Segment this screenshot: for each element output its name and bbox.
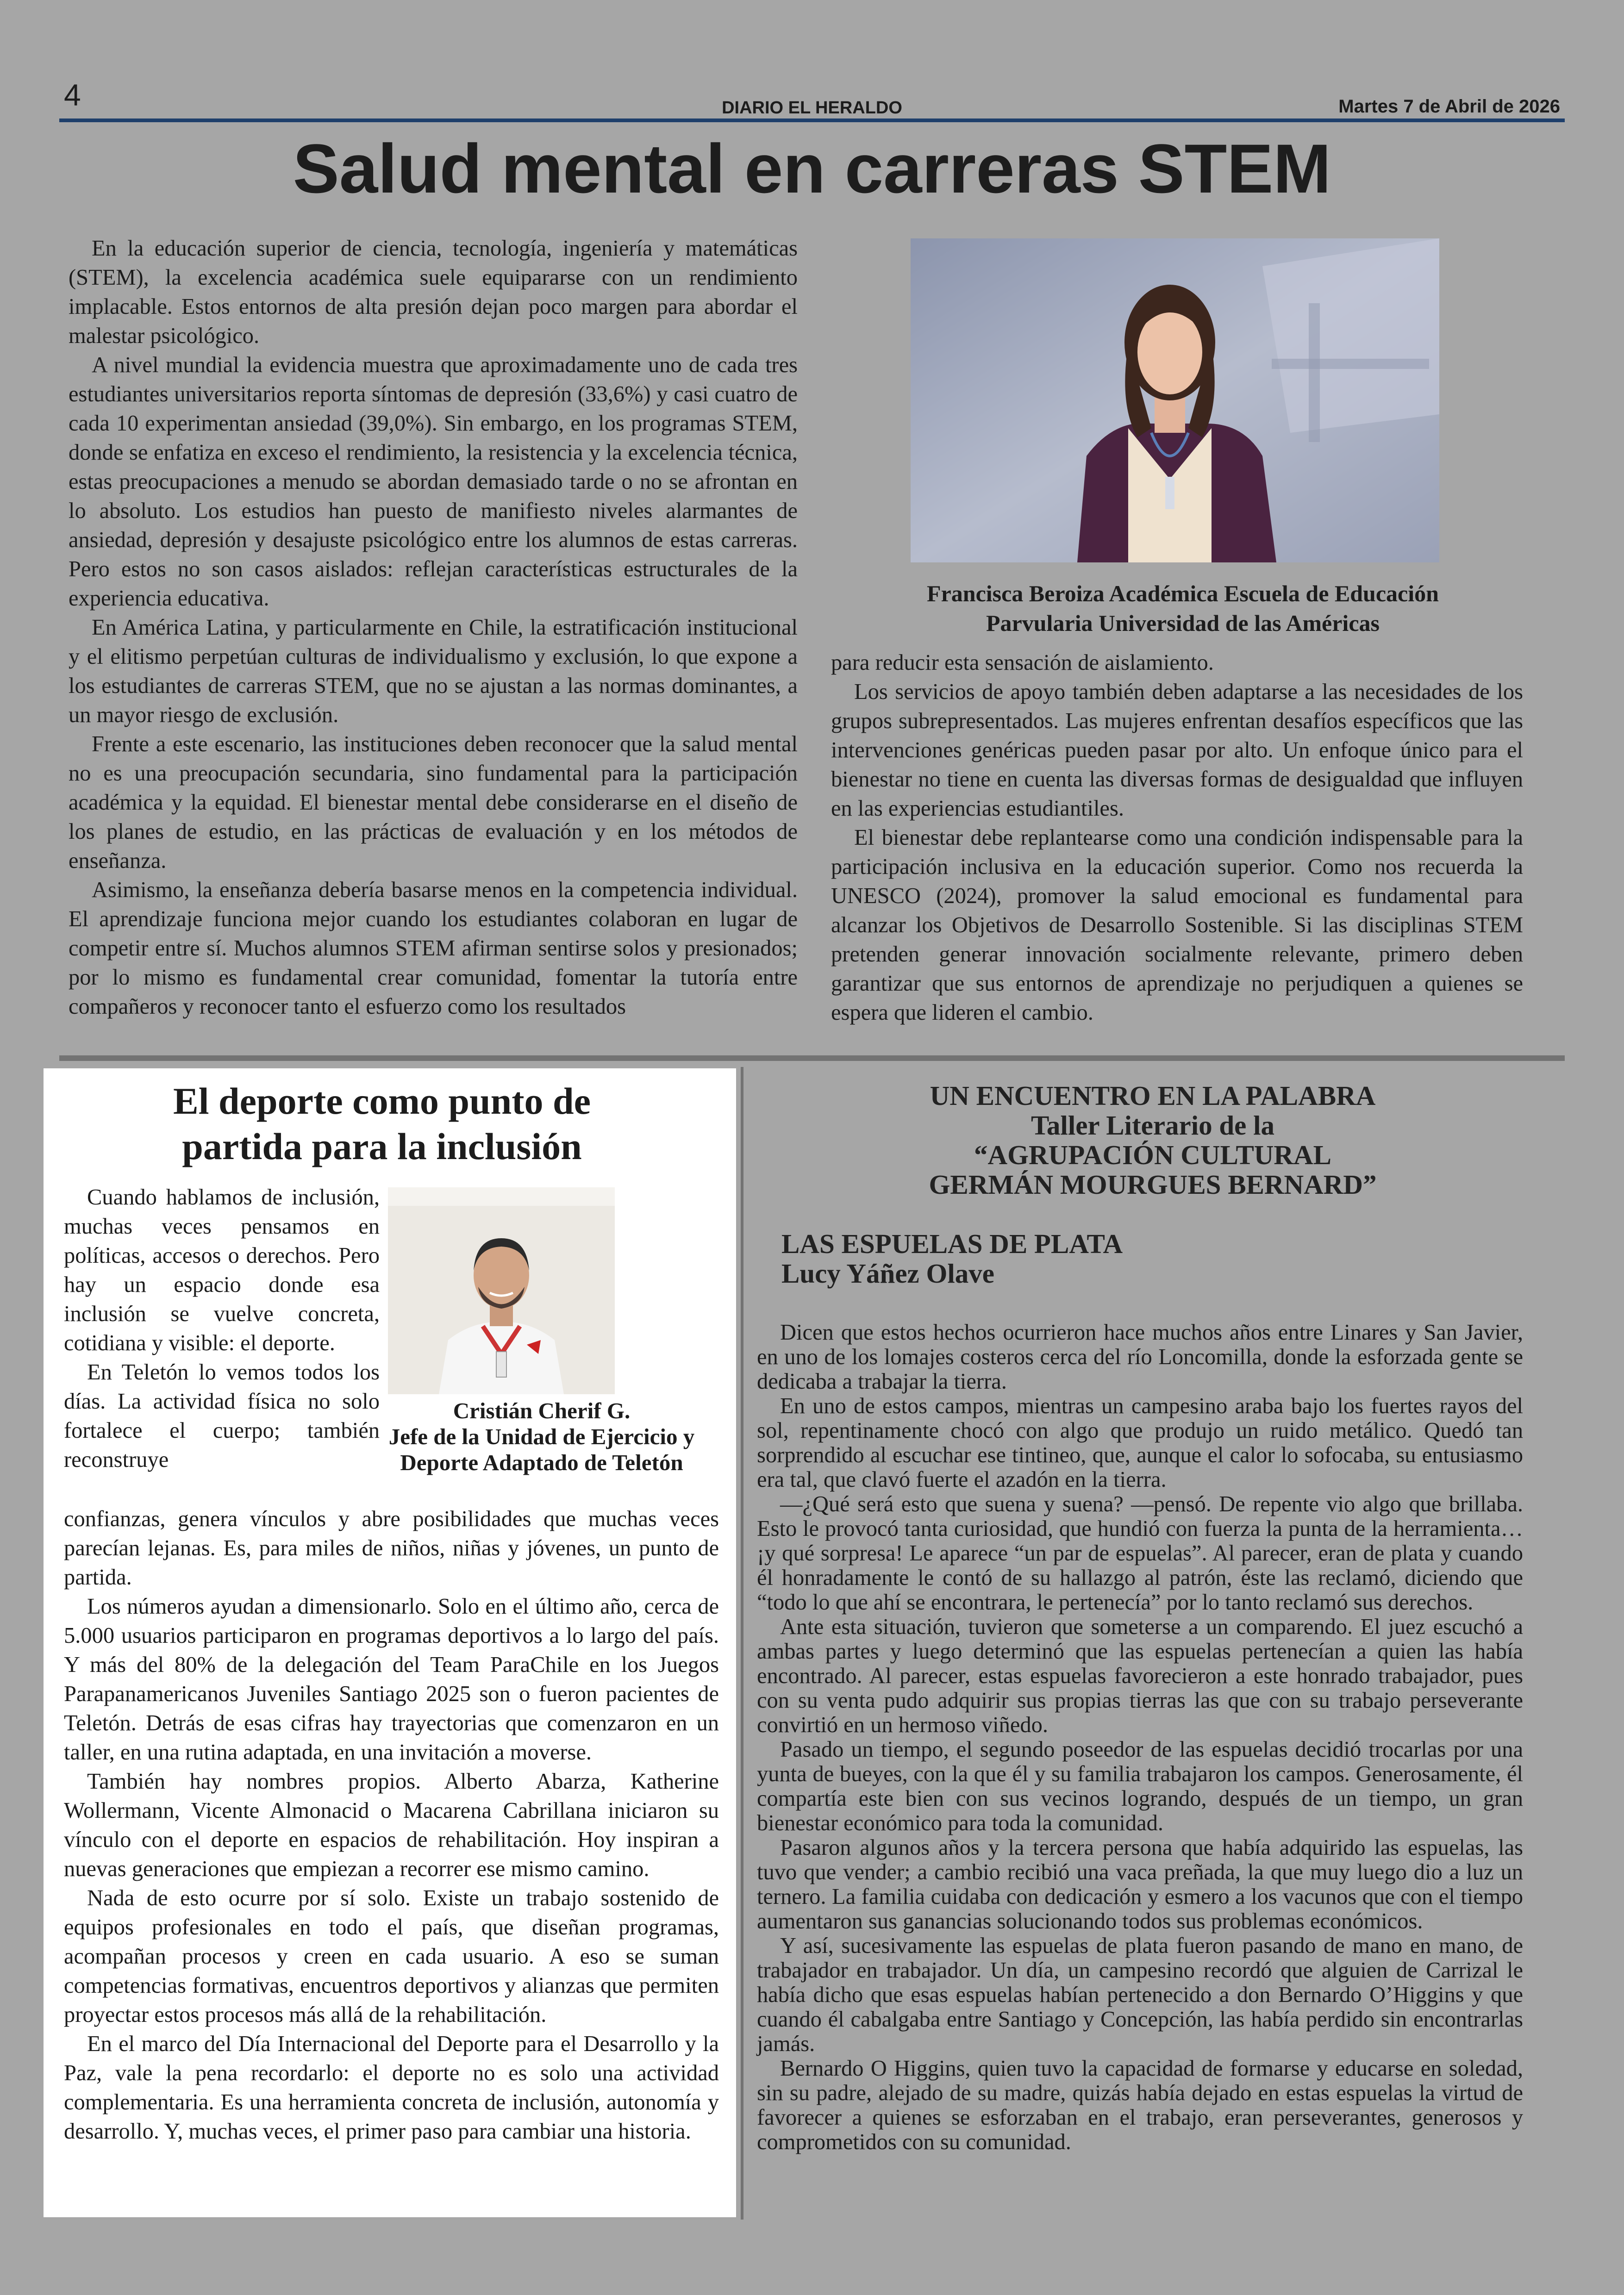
paragraph-continuation: para reducir esta sensación de aislamiento. bbox=[831, 650, 1214, 675]
article-column-left bbox=[69, 234, 798, 1021]
headline-line: partida para la inclusión bbox=[182, 1125, 582, 1167]
paragraph: El bienestar debe replantearse como una condición indispensable para la participación inclusiva en la educación superior. Como nos recuerda la UNESCO (2024), promover la salud emocional es fundamental para alcanzar los Objetivos de Desarrollo Sostenible. Si las disciplinas STEM pretenden generar innovación socialmente relevante, primero deben garantizar que sus entornos de aprendizaje no perjudiquen a quienes se espera que lideren el cambio. bbox=[831, 825, 1523, 1025]
caption-line: Parvularia Universidad de las Américas bbox=[986, 610, 1380, 636]
paragraph: En la educación superior de ciencia, tecnología, ingeniería y matemáticas (STEM), la excelencia académica suele equipararse con un rendimiento implacable. Estos entornos de alta presión dejan poco margen para abordar el malestar psicológico. bbox=[69, 236, 798, 348]
paragraph: En América Latina, y particularmente en Chile, la estratificación institucional y el elitismo perpetúan culturas de individualismo y exclusión, lo que expone a los estudiantes de carreras STEM, que no se ajustan a las normas dominantes, a un mayor riesgo de exclusión. bbox=[69, 615, 798, 727]
paragraph: En uno de estos campos, mientras un campesino araba bajo los fuertes rayos del sol, repentinamente chocó con algo que produjo un ruido metálico. Quedó tan sorprendido al escuchar ese tintineo, que, aunque el calor lo sofocaba, su entusiasmo era tal, que clavó fuerte el azadón en la tierra. bbox=[757, 1394, 1523, 1492]
section-divider bbox=[59, 1055, 1565, 1061]
heading-line: UN ENCUENTRO EN LA PALABRA bbox=[930, 1080, 1376, 1111]
paragraph: Y así, sucesivamente las espuelas de plata fueron pasando de mano en mano, de trabajador en trabajador. Un día, un campesino recordó que alguien de Carrizal le había dicho que esas espuelas habían pertenecido a don Bernardo O’Higgins y que cuando él cabalgaba entre Santiago y Concepción, las había perdido sin encontrarlas jamás. bbox=[757, 1933, 1523, 2056]
paragraph: Los números ayudan a dimensionarlo. Solo en el último año, cerca de 5.000 usuarios participaron en programas deportivos a lo largo del país. Y más del 80% de la delegación del Team ParaChile en los Juegos Parapanamericanos Juveniles Santiago 2025 son o fueron pacientes de Teletón. Detrás de esas cifras hay trayectorias que comenzaron en un taller, en una rutina adaptada, en una invitación a moverse. bbox=[64, 1594, 719, 1765]
story-title-block bbox=[781, 1229, 1123, 1288]
paragraph: Asimismo, la enseñanza debería basarse menos en la competencia individual. El aprendizaje funciona mejor cuando los estudiantes colaboran en lugar de competir entre sí. Muchos alumnos STEM afirman sentirse solos y presionados; por lo mismo es fundamental crear comunidad, fomentar la tutoría entre compañeros y reconocer tanto el esfuerzo como los resultados bbox=[69, 878, 798, 1019]
caption-line: Jefe de la Unidad de Ejercicio y bbox=[388, 1424, 695, 1449]
paragraph: Pasaron algunos años y la tercera persona que había adquirido las espuelas, las tuvo que vender; a cambio recibió una vaca preñada, la que muy luego dio a luz un ternero. La familia cuidaba con dedicación y esmero a los vacunos que con el tiempo aumentaron sus ganancias solucionando todos sus problemas económicos. bbox=[757, 1835, 1523, 1933]
article-headline: Salud mental en carreras STEM bbox=[293, 130, 1331, 207]
paragraph: —¿Qué será esto que suena y suena? —pensó. De repente vio algo que brillaba. Esto le provocó tanta curiosidad, que hundió con fuerza la punta de la herramienta… ¡y qué sorpresa! Le aparece “un par de espuelas”. Al parecer, eran de plata y cuando él honradamente le contó de su hallazgo al patrón, éste las reclamó, diciendo que “todo lo que ahí se encontrara, le pertenecía” por lo tanto reclamó sus derechos. bbox=[757, 1492, 1523, 1615]
photo-caption-francisca bbox=[843, 579, 1523, 638]
heading-line: “AGRUPACIÓN CULTURAL bbox=[974, 1140, 1331, 1170]
author-photo-cristian bbox=[388, 1187, 615, 1394]
sports-body bbox=[64, 1504, 719, 2146]
caption-line: Cristián Cherif G. bbox=[453, 1398, 631, 1423]
story-body bbox=[757, 1320, 1523, 2154]
heading-line: GERMÁN MOURGUES BERNARD” bbox=[929, 1169, 1377, 1200]
paragraph: En Teletón lo vemos todos los días. La actividad física no solo fortalece el cuerpo; también reconstruye bbox=[64, 1360, 380, 1472]
literary-section-heading bbox=[750, 1081, 1555, 1199]
sports-headline bbox=[97, 1079, 667, 1169]
paragraph: Ante esta situación, tuvieron que someterse a un comparendo. El juez escuchó a ambas partes y luego determinó que las espuelas pertenecían a quien las había encontrado. Al parecer, estas espuelas favorecieron a este honrado trabajador, pues con su venta pudo adquirir sus propias tierras las que con su trabajo perseverante convirtió en un hermoso viñedo. bbox=[757, 1615, 1523, 1737]
paragraph: Pasado un tiempo, el segundo poseedor de las espuelas decidió trocarlas por una yunta de bueyes, con la que él y su familia trabajaron los campos. Generosamente, él compartía este bien con sus vecinos logrando, después de un tiempo, un gran bienestar económico para toda la comunidad. bbox=[757, 1737, 1523, 1835]
heading-line: Taller Literario de la bbox=[1031, 1110, 1275, 1141]
paragraph: Cuando hablamos de inclusión, muchas veces pensamos en políticas, accesos o derechos. Pero hay un espacio donde esa inclusión se vuelve concreta, cotidiana y visible: el deporte. bbox=[64, 1185, 380, 1355]
newspaper-name: DIARIO EL HERALDO bbox=[722, 98, 902, 118]
article-column-right bbox=[831, 648, 1523, 1027]
story-title: LAS ESPUELAS DE PLATA bbox=[781, 1229, 1123, 1259]
column-divider bbox=[741, 1067, 743, 2220]
paragraph: A nivel mundial la evidencia muestra que aproximadamente uno de cada tres estudiantes universitarios reporta síntomas de depresión (33,6%) y casi cuatro de cada 10 experimentan ansiedad (39,0%). Sin embargo, en los programas STEM, donde se enfatiza en exceso el rendimiento, la resistencia y la excelencia técnica, estas preocupaciones a menudo se abordan demasiado tarde o no se afrontan en lo absoluto. Los estudios han puesto de manifiesto niveles alarmantes de ansiedad, depresión y desajuste psicológico entre los alumnos de estas carreras. Pero estos no son casos aislados: reflejan características estructurales de la experiencia educativa. bbox=[69, 353, 798, 611]
paragraph: Dicen que estos hechos ocurrieron hace muchos años entre Linares y San Javier, en uno de los lomajes costeros cerca del río Loncomilla, donde la esforzada gente se dedicaba a trabajar la tierra. bbox=[757, 1320, 1523, 1394]
paragraph: Nada de esto ocurre por sí solo. Existe un trabajo sostenido de equipos profesionales en todo el país, que diseñan programas, acompañan procesos y creen en cada usuario. A eso se suman competencias formativas, encuentros deportivos y alianzas que permiten proyectar estos procesos más allá de la rehabilitación. bbox=[64, 1886, 719, 2027]
paragraph: En el marco del Día Internacional del Deporte para el Desarrollo y la Paz, vale la pena recordarlo: el deporte no es solo una actividad complementaria. Es una herramienta concreta de inclusión, autonomía y desarrollo. Y, muchas veces, el primer paso para cambiar una historia. bbox=[64, 2032, 719, 2144]
caption-line: Deporte Adaptado de Teletón bbox=[400, 1450, 683, 1475]
paragraph-continuation: confianzas, genera vínculos y abre posibilidades que muchas veces parecían lejanas. Es, para miles de niños, niñas y jóvenes, un punto de partida. bbox=[64, 1507, 719, 1590]
paragraph: También hay nombres propios. Alberto Abarza, Katherine Wollermann, Vicente Almonacid o Macarena Cabrillana iniciaron su vínculo con el deporte en espacios de rehabilitación. Hoy inspiran a nuevas generaciones que empiezan a recorrer ese mismo camino. bbox=[64, 1769, 719, 1881]
headline-line: El deporte como punto de bbox=[173, 1080, 591, 1122]
page-number: 4 bbox=[64, 78, 81, 112]
header-rule bbox=[59, 118, 1565, 122]
photo-caption-cristian bbox=[370, 1398, 713, 1476]
paragraph: Bernardo O Higgins, quien tuvo la capacidad de formarse y educarse en soledad, sin su padre, alejado de su madre, quizás había dejado en estas espuelas la virtud de favorecer a quienes se esforzaban en el trabajo, eran perseverantes, generosos y comprometidos con su comunidad. bbox=[757, 2056, 1523, 2154]
author-photo-francisca bbox=[911, 238, 1439, 562]
story-author: Lucy Yáñez Olave bbox=[781, 1258, 994, 1289]
issue-date: Martes 7 de Abril de 2026 bbox=[1338, 96, 1560, 117]
paragraph: Frente a este escenario, las instituciones deben reconocer que la salud mental no es una preocupación secundaria, sino fundamental para la participación académica y la equidad. El bienestar mental debe considerarse en el diseño de los planes de estudio, en las prácticas de evaluación y en los métodos de enseñanza. bbox=[69, 732, 798, 873]
caption-line: Francisca Beroiza Académica Escuela de Educación bbox=[927, 580, 1439, 606]
paragraph: Los servicios de apoyo también deben adaptarse a las necesidades de los grupos subrepresentados. Las mujeres enfrentan desafíos específicos que las intervenciones genéricas pueden pasar por alto. Un enfoque único para el bienestar no tiene en cuenta las diversas formas de desigualdad que influyen en las experiencias estudiantiles. bbox=[831, 680, 1523, 821]
sports-intro-narrow bbox=[64, 1183, 380, 1474]
